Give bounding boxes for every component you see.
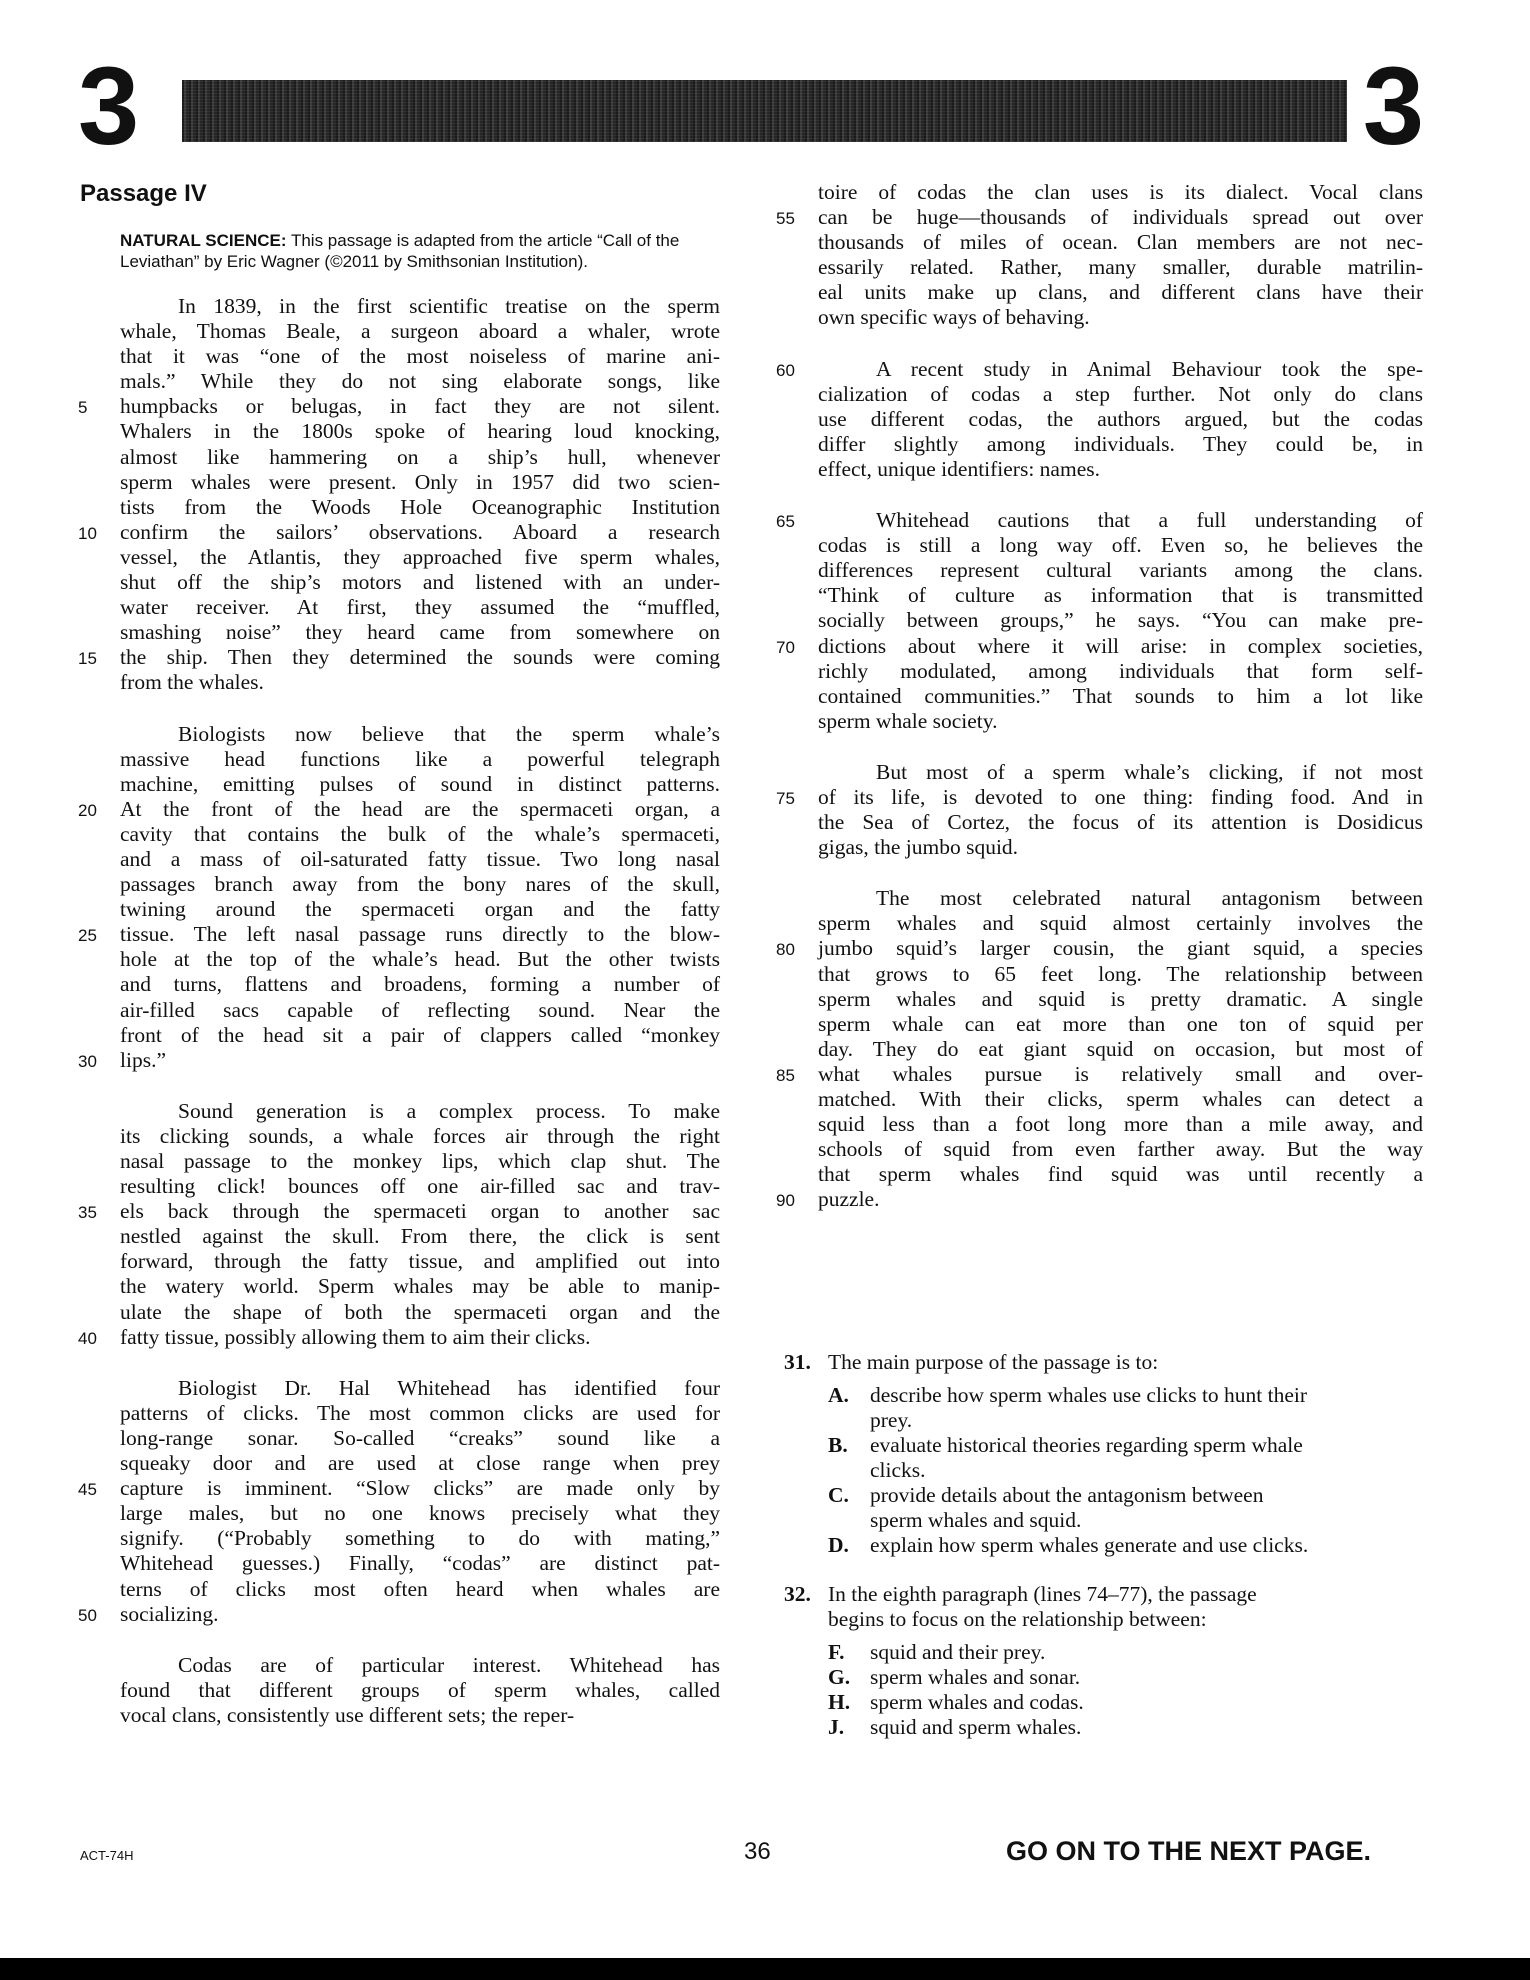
paragraph xyxy=(778,760,1423,860)
text-line xyxy=(80,520,720,545)
line-number: 5 xyxy=(78,398,88,418)
text-line xyxy=(80,722,720,747)
text-line xyxy=(778,230,1423,255)
line-text: socializing. xyxy=(120,1601,219,1626)
option-text: explain how sperm whales generate and use clicks. xyxy=(870,1533,1309,1558)
line-text: resulting click! bounces off one air-filled sac and trav- xyxy=(120,1174,720,1199)
text-line xyxy=(778,760,1423,785)
line-text: front of the head sit a pair of clappers called “monkey xyxy=(120,1022,720,1047)
line-text: Biologists now believe that the sperm whale’s xyxy=(178,721,720,746)
paragraph xyxy=(778,357,1423,482)
text-line xyxy=(778,180,1423,205)
text-line xyxy=(80,1048,720,1073)
line-text: els back through the spermaceti organ to another sac xyxy=(120,1199,720,1224)
line-text: sperm whales and squid almost certainly involves the xyxy=(818,911,1423,936)
text-line xyxy=(80,747,720,772)
line-text: codas is still a long way off. Even so, he believes the xyxy=(818,533,1423,558)
paragraph xyxy=(80,1653,720,1728)
line-number: 30 xyxy=(78,1051,97,1071)
line-text: air-filled sacs capable of reflecting sound. Near the xyxy=(120,997,720,1022)
line-text: long-range sonar. So-called “creaks” sound like a xyxy=(120,1425,720,1450)
text-line xyxy=(80,394,720,419)
line-text: signify. (“Probably something to do with mating,” xyxy=(120,1526,720,1551)
text-line xyxy=(80,1199,720,1224)
text-line xyxy=(80,645,720,670)
line-text: found that different groups of sperm whales, called xyxy=(120,1677,720,1702)
line-text: vessel, the Atlantis, they approached five sperm whales, xyxy=(120,544,720,569)
text-line xyxy=(778,659,1423,684)
text-line xyxy=(80,545,720,570)
line-text: matched. With their clicks, sperm whales can detect a xyxy=(818,1087,1423,1111)
option-letter: H. xyxy=(828,1690,851,1715)
text-line xyxy=(778,835,1423,860)
paragraph xyxy=(80,722,720,1073)
answer-option-d[interactable] xyxy=(778,1533,1423,1558)
line-text: differ slightly among individuals. They could be, in xyxy=(818,431,1423,456)
question-stem xyxy=(778,1350,1423,1375)
line-number: 15 xyxy=(78,649,97,669)
line-number: 20 xyxy=(78,800,97,820)
line-text: At the front of the head are the spermaceti organ, a xyxy=(120,796,720,821)
left-passage-text xyxy=(80,294,720,1728)
option-text: sperm whales and codas. xyxy=(870,1690,1084,1715)
line-text: massive head functions like a powerful telegraph xyxy=(120,746,720,771)
line-text: smashing noise” they heard came from somewhere on xyxy=(120,620,720,645)
paragraph xyxy=(778,508,1423,734)
text-line xyxy=(80,419,720,444)
text-line xyxy=(80,1476,720,1501)
line-text: forward, through the fatty tissue, and amplified out into xyxy=(120,1249,720,1274)
line-text: its clicking sounds, a whale forces air through the right xyxy=(120,1123,720,1148)
line-number: 75 xyxy=(776,788,795,808)
section-number-left: 3 xyxy=(78,45,138,168)
text-line xyxy=(80,1376,720,1401)
option-letter: B. xyxy=(828,1433,848,1458)
text-line xyxy=(80,1426,720,1451)
passage-intro xyxy=(120,230,720,272)
line-text: sperm whales were present. Only in 1957 did two scien- xyxy=(120,469,720,494)
line-text: But most of a sperm whale’s clicking, if not most xyxy=(876,759,1423,784)
option-text: evaluate historical theories regarding sperm whale xyxy=(870,1433,1303,1458)
option-text: clicks. xyxy=(870,1458,926,1483)
answer-option-c[interactable] xyxy=(778,1483,1423,1533)
line-text: gigas, the jumbo squid. xyxy=(818,835,1019,860)
line-text: the watery world. Sperm whales may be able to manip- xyxy=(120,1274,720,1299)
text-line xyxy=(80,1249,720,1274)
line-text: whale, Thomas Beale, a surgeon aboard a whaler, wrote xyxy=(120,319,720,344)
line-text: mals.” While they do not sing elaborate songs, like xyxy=(120,369,720,394)
footer-form-code: ACT-74H xyxy=(80,1848,134,1863)
text-line xyxy=(80,1602,720,1627)
line-text: large males, but no one knows precisely what they xyxy=(120,1501,720,1526)
text-line xyxy=(778,558,1423,583)
text-line xyxy=(80,1678,720,1703)
line-text: “Think of culture as information that is transmitted xyxy=(818,583,1423,608)
line-number: 45 xyxy=(78,1480,97,1500)
text-line xyxy=(778,1062,1423,1087)
text-line xyxy=(80,1577,720,1602)
text-line xyxy=(80,1551,720,1576)
line-text: toire of codas the clan uses is its dialect. Vocal clans xyxy=(818,180,1423,204)
line-text: passages branch away from the bony nares of the skull, xyxy=(120,872,720,897)
text-line xyxy=(80,1274,720,1299)
text-line xyxy=(778,608,1423,633)
text-line xyxy=(778,255,1423,280)
question-stem xyxy=(778,1582,1423,1632)
text-line xyxy=(80,1703,720,1728)
line-text: squeaky door and are used at close range when prey xyxy=(120,1451,720,1476)
section-number-right: 3 xyxy=(1362,45,1422,168)
question-number: 32. xyxy=(784,1582,811,1607)
option-text: provide details about the antagonism between xyxy=(870,1483,1264,1508)
line-text: cavity that contains the bulk of the whale’s spermaceti, xyxy=(120,821,720,846)
option-letter: F. xyxy=(828,1640,845,1665)
line-text: own specific ways of behaving. xyxy=(818,305,1090,330)
text-line xyxy=(778,911,1423,936)
line-text: capture is imminent. “Slow clicks” are made only by xyxy=(120,1476,720,1501)
text-line xyxy=(80,1023,720,1048)
line-text: sperm whale society. xyxy=(818,708,998,733)
line-text: twining around the spermaceti organ and the fatty xyxy=(120,897,720,922)
option-text: squid and their prey. xyxy=(870,1640,1046,1665)
line-text: Whitehead guesses.) Finally, “codas” are distinct pat- xyxy=(120,1551,720,1576)
text-line xyxy=(778,1137,1423,1162)
line-text: fatty tissue, possibly allowing them to aim their clicks. xyxy=(120,1324,591,1349)
option-text: sperm whales and sonar. xyxy=(870,1665,1081,1690)
line-text: jumbo squid’s larger cousin, the giant squid, a species xyxy=(818,936,1423,961)
line-text: what whales pursue is relatively small and over- xyxy=(818,1061,1423,1086)
text-line xyxy=(80,319,720,344)
footer-page-number: 36 xyxy=(744,1838,771,1865)
text-line xyxy=(80,947,720,972)
line-text: eal units make up clans, and different clans have their xyxy=(818,280,1423,305)
option-letter: D. xyxy=(828,1533,849,1558)
text-line xyxy=(778,709,1423,734)
option-text: squid and sperm whales. xyxy=(870,1715,1082,1740)
text-line xyxy=(80,344,720,369)
text-line xyxy=(80,847,720,872)
text-line xyxy=(80,897,720,922)
text-line xyxy=(778,936,1423,961)
option-letter: J. xyxy=(828,1715,845,1740)
line-text: ulate the shape of both the spermaceti organ and the xyxy=(120,1299,720,1324)
text-line xyxy=(80,822,720,847)
text-line xyxy=(778,357,1423,382)
line-text: socially between groups,” he says. “You can make pre- xyxy=(818,608,1423,633)
line-text: dictions about where it will arise: in complex societies, xyxy=(818,633,1423,658)
question-31 xyxy=(778,1350,1423,1558)
line-number: 90 xyxy=(776,1191,795,1211)
line-text: and turns, flattens and broadens, forming a number of xyxy=(120,972,720,997)
text-line xyxy=(778,1162,1423,1187)
line-text: puzzle. xyxy=(818,1187,880,1212)
line-text: day. They do eat giant squid on occasion, but most of xyxy=(818,1036,1423,1061)
line-text: essarily related. Rather, many smaller, durable matrilin- xyxy=(818,255,1423,280)
paragraph xyxy=(80,1376,720,1627)
text-line xyxy=(80,670,720,695)
line-text: can be huge—thousands of individuals spread out over xyxy=(818,205,1423,230)
line-text: from the whales. xyxy=(120,670,264,695)
text-line xyxy=(778,432,1423,457)
answer-option-g[interactable] xyxy=(778,1665,1423,1690)
text-line xyxy=(80,772,720,797)
text-line xyxy=(778,280,1423,305)
scan-bottom-edge xyxy=(0,1958,1530,1980)
text-line xyxy=(778,382,1423,407)
paragraph xyxy=(80,294,720,696)
text-line xyxy=(778,1112,1423,1137)
line-text: tists from the Woods Hole Oceanographic Institution xyxy=(120,494,720,519)
text-line xyxy=(80,294,720,319)
text-line xyxy=(778,962,1423,987)
line-text: and a mass of oil-saturated fatty tissue. Two long nasal xyxy=(120,846,720,871)
line-text: squid less than a foot long more than a mile away, and xyxy=(818,1112,1423,1137)
text-line xyxy=(80,1099,720,1124)
paragraph xyxy=(80,1099,720,1350)
option-text: sperm whales and squid. xyxy=(870,1508,1082,1533)
text-line xyxy=(778,785,1423,810)
line-text: terns of clicks most often heard when whales are xyxy=(120,1576,720,1601)
line-text: contained communities.” That sounds to him a lot like xyxy=(818,683,1423,708)
paragraph xyxy=(778,180,1423,331)
line-text: Sound generation is a complex process. To make xyxy=(178,1098,720,1123)
line-text: confirm the sailors’ observations. Aboard a research xyxy=(120,519,720,544)
text-line xyxy=(80,1451,720,1476)
answer-option-f[interactable] xyxy=(778,1640,1423,1665)
text-line xyxy=(80,1653,720,1678)
line-text: sperm whale can eat more than one ton of squid per xyxy=(818,1011,1423,1036)
line-text: that it was “one of the most noiseless of marine ani- xyxy=(120,344,720,369)
option-text: prey. xyxy=(870,1408,913,1433)
line-number: 55 xyxy=(776,209,795,229)
line-text: A recent study in Animal Behaviour took the spe- xyxy=(876,356,1423,381)
option-text: describe how sperm whales use clicks to hunt their xyxy=(870,1383,1308,1408)
text-line xyxy=(778,684,1423,709)
text-line xyxy=(80,470,720,495)
right-column xyxy=(778,180,1423,1764)
line-text: of its life, is devoted to one thing: finding food. And in xyxy=(818,784,1423,809)
text-line xyxy=(80,872,720,897)
text-line xyxy=(80,998,720,1023)
text-line xyxy=(80,445,720,470)
line-number: 80 xyxy=(776,940,795,960)
passage-title: Passage IV xyxy=(80,180,207,207)
line-text: effect, unique identifiers: names. xyxy=(818,456,1100,481)
line-text: patterns of clicks. The most common clicks are used for xyxy=(120,1400,720,1425)
text-line xyxy=(778,1012,1423,1037)
line-number: 70 xyxy=(776,637,795,657)
line-text: water receiver. At first, they assumed the “muffled, xyxy=(120,595,720,620)
line-number: 10 xyxy=(78,523,97,543)
intro-text: This passage is adapted from the article “Call of the Leviathan” by Eric Wagner (©2011 by Smithsonian Institution). xyxy=(120,231,680,271)
line-text: Biologist Dr. Hal Whitehead has identified four xyxy=(178,1375,720,1400)
line-number: 25 xyxy=(78,926,97,946)
line-text: tissue. The left nasal passage runs directly to the blow- xyxy=(120,922,720,947)
line-number: 65 xyxy=(776,512,795,532)
line-text: Codas are of particular interest. Whitehead has xyxy=(178,1652,720,1677)
line-text: the Sea of Cortez, the focus of its attention is Dosidicus xyxy=(818,810,1423,835)
line-number: 35 xyxy=(78,1203,97,1223)
line-text: use different codas, the authors argued, but the codas xyxy=(818,406,1423,431)
text-line xyxy=(80,797,720,822)
text-line xyxy=(80,1300,720,1325)
question-stem-line: begins to focus on the relationship between: xyxy=(828,1607,1207,1632)
intro-label: NATURAL SCIENCE: xyxy=(120,231,287,250)
text-line xyxy=(80,1124,720,1149)
text-line xyxy=(778,1187,1423,1212)
line-number: 50 xyxy=(78,1605,97,1625)
line-text: Whitehead cautions that a full understanding of xyxy=(876,508,1423,533)
paragraph xyxy=(778,886,1423,1212)
line-number: 85 xyxy=(776,1065,795,1085)
questions-block xyxy=(778,1350,1423,1740)
answer-option-h[interactable] xyxy=(778,1690,1423,1715)
text-line xyxy=(778,205,1423,230)
line-number: 40 xyxy=(78,1328,97,1348)
line-text: shut off the ship’s motors and listened with an under- xyxy=(120,570,720,595)
answer-option-a[interactable] xyxy=(778,1383,1423,1433)
line-text: humpbacks or belugas, in fact they are not silent. xyxy=(120,394,720,419)
text-line xyxy=(80,369,720,394)
question-stem-line: The main purpose of the passage is to: xyxy=(828,1350,1159,1375)
text-line xyxy=(778,886,1423,911)
text-line xyxy=(778,508,1423,533)
line-text: richly modulated, among individuals that form self- xyxy=(818,658,1423,683)
line-text: In 1839, in the first scientific treatise on the sperm xyxy=(178,294,720,318)
footer-next-page: GO ON TO THE NEXT PAGE. xyxy=(1006,1836,1372,1866)
line-text: differences represent cultural variants among the clans. xyxy=(818,558,1423,583)
text-line xyxy=(778,810,1423,835)
text-line xyxy=(80,1149,720,1174)
text-line xyxy=(778,457,1423,482)
right-passage-text xyxy=(778,180,1423,1212)
left-column xyxy=(80,180,720,1754)
line-text: that sperm whales find squid was until recently a xyxy=(818,1162,1423,1187)
line-text: lips.” xyxy=(120,1047,166,1072)
text-line xyxy=(778,987,1423,1012)
text-line xyxy=(80,570,720,595)
option-letter: C. xyxy=(828,1483,849,1508)
text-line xyxy=(778,533,1423,558)
text-line xyxy=(778,407,1423,432)
text-line xyxy=(80,1501,720,1526)
line-text: that grows to 65 feet long. The relationship between xyxy=(818,961,1423,986)
text-line xyxy=(80,972,720,997)
text-line xyxy=(80,1401,720,1426)
text-line xyxy=(778,1037,1423,1062)
text-line xyxy=(778,305,1423,330)
question-number: 31. xyxy=(784,1350,811,1375)
line-text: Whalers in the 1800s spoke of hearing loud knocking, xyxy=(120,419,720,444)
line-text: cialization of codas a step further. Not only do clans xyxy=(818,381,1423,406)
line-text: nasal passage to the monkey lips, which clap shut. The xyxy=(120,1149,720,1173)
line-text: hole at the top of the whale’s head. But the other twists xyxy=(120,947,720,972)
text-line xyxy=(778,634,1423,659)
line-text: nestled against the skull. From there, the click is sent xyxy=(120,1224,720,1249)
text-line xyxy=(80,1224,720,1249)
option-letter: G. xyxy=(828,1665,851,1690)
text-line xyxy=(80,1174,720,1199)
answer-option-j[interactable] xyxy=(778,1715,1423,1740)
text-line xyxy=(80,1526,720,1551)
text-line xyxy=(80,495,720,520)
question-32 xyxy=(778,1582,1423,1740)
text-line xyxy=(80,620,720,645)
line-text: thousands of miles of ocean. Clan members are not nec- xyxy=(818,230,1423,255)
text-line xyxy=(80,595,720,620)
text-line xyxy=(80,1325,720,1350)
line-text: sperm whales and squid is pretty dramatic. A single xyxy=(818,986,1423,1011)
line-text: machine, emitting pulses of sound in distinct patterns. xyxy=(120,771,720,796)
text-line xyxy=(80,922,720,947)
answer-option-b[interactable] xyxy=(778,1433,1423,1483)
option-letter: A. xyxy=(828,1383,849,1408)
section-header-bar xyxy=(182,80,1347,142)
line-text: The most celebrated natural antagonism between xyxy=(876,886,1423,911)
line-text: almost like hammering on a ship’s hull, whenever xyxy=(120,444,720,469)
line-number: 60 xyxy=(776,360,795,380)
line-text: vocal clans, consistently use different sets; the reper- xyxy=(120,1702,575,1727)
text-line xyxy=(778,1087,1423,1112)
question-stem-line: In the eighth paragraph (lines 74–77), the passage xyxy=(828,1582,1257,1607)
line-text: the ship. Then they determined the sounds were coming xyxy=(120,645,720,670)
line-text: schools of squid from even farther away. But the way xyxy=(818,1137,1423,1162)
text-line xyxy=(778,583,1423,608)
